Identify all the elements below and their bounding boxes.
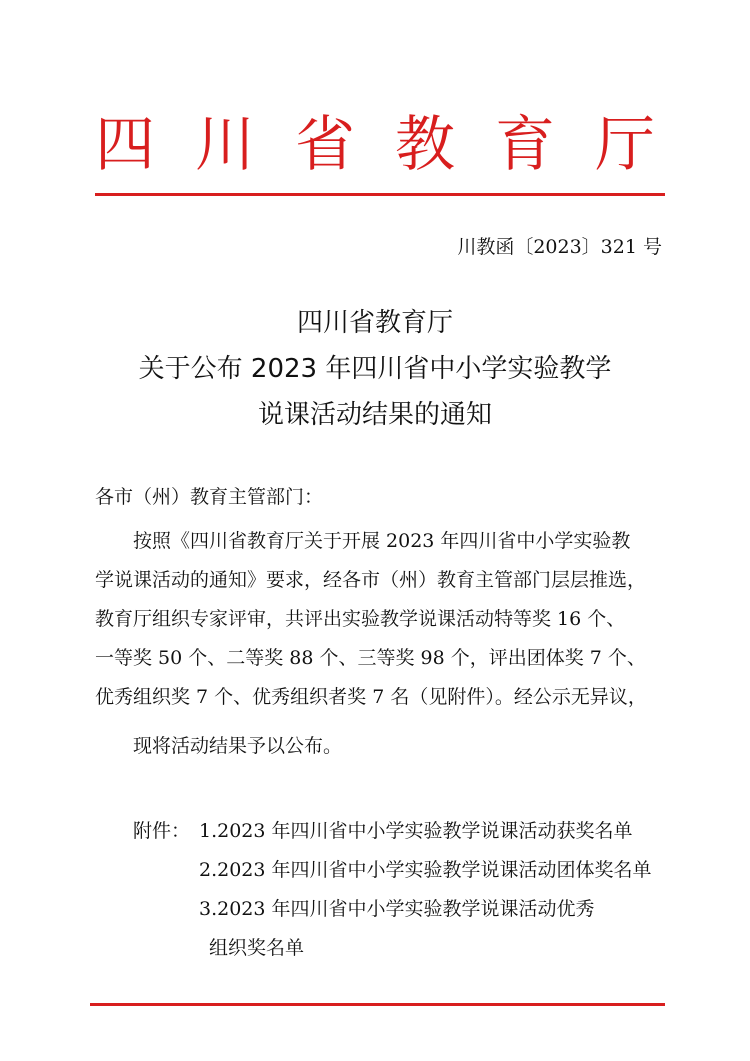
body-line: 按照《四川省教育厅关于开展 2023 年四川省中小学实验教 [133, 530, 631, 552]
title-line-1: 四川省教育厅 [296, 308, 453, 338]
attachments-list [133, 812, 652, 968]
body-line: 教育厅组织专家评审，共评出实验教学说课活动特等奖 16 个、 [95, 608, 626, 630]
document-number: 川教函〔2023〕321 号 [457, 236, 662, 258]
salutation: 各市（州）教育主管部门： [95, 486, 324, 508]
header-char: 四 [95, 110, 155, 180]
header-char: 省 [295, 110, 355, 180]
attachment-text: 1.2023 年四川省中小学实验教学说课活动获奖名单 [199, 820, 633, 842]
header-char: 育 [495, 110, 555, 180]
title-line-2: 关于公布 2023 年四川省中小学实验教学 [138, 354, 612, 384]
document-title [0, 300, 750, 438]
footer-divider [90, 1003, 665, 1006]
attachment-item [133, 812, 652, 851]
body-line: 优秀组织奖 7 个、优秀组织者奖 7 名（见附件）。经公示无异议， [95, 686, 647, 708]
attachment-item: 2.2023 年四川省中小学实验教学说课活动团体奖名单 [199, 859, 652, 881]
attachments-label: 附件： [133, 820, 191, 842]
title-line-3: 说课活动结果的通知 [257, 400, 492, 430]
body-paragraph [95, 522, 660, 717]
header-char: 川 [195, 110, 255, 180]
header-char: 教 [395, 110, 455, 180]
closing-sentence: 现将活动结果予以公布。 [133, 735, 343, 757]
body-line: 一等奖 50 个、二等奖 88 个、三等奖 98 个，评出团体奖 7 个、 [95, 647, 646, 669]
header-divider [95, 193, 665, 196]
body-line: 学说课活动的通知》要求，经各市（州）教育主管部门层层推选， [95, 569, 647, 591]
attachment-item-continuation: 组织奖名单 [209, 937, 305, 959]
header-char: 厅 [595, 110, 655, 180]
attachment-item: 3.2023 年四川省中小学实验教学说课活动优秀 [199, 898, 595, 920]
issuing-authority-header [95, 110, 655, 180]
